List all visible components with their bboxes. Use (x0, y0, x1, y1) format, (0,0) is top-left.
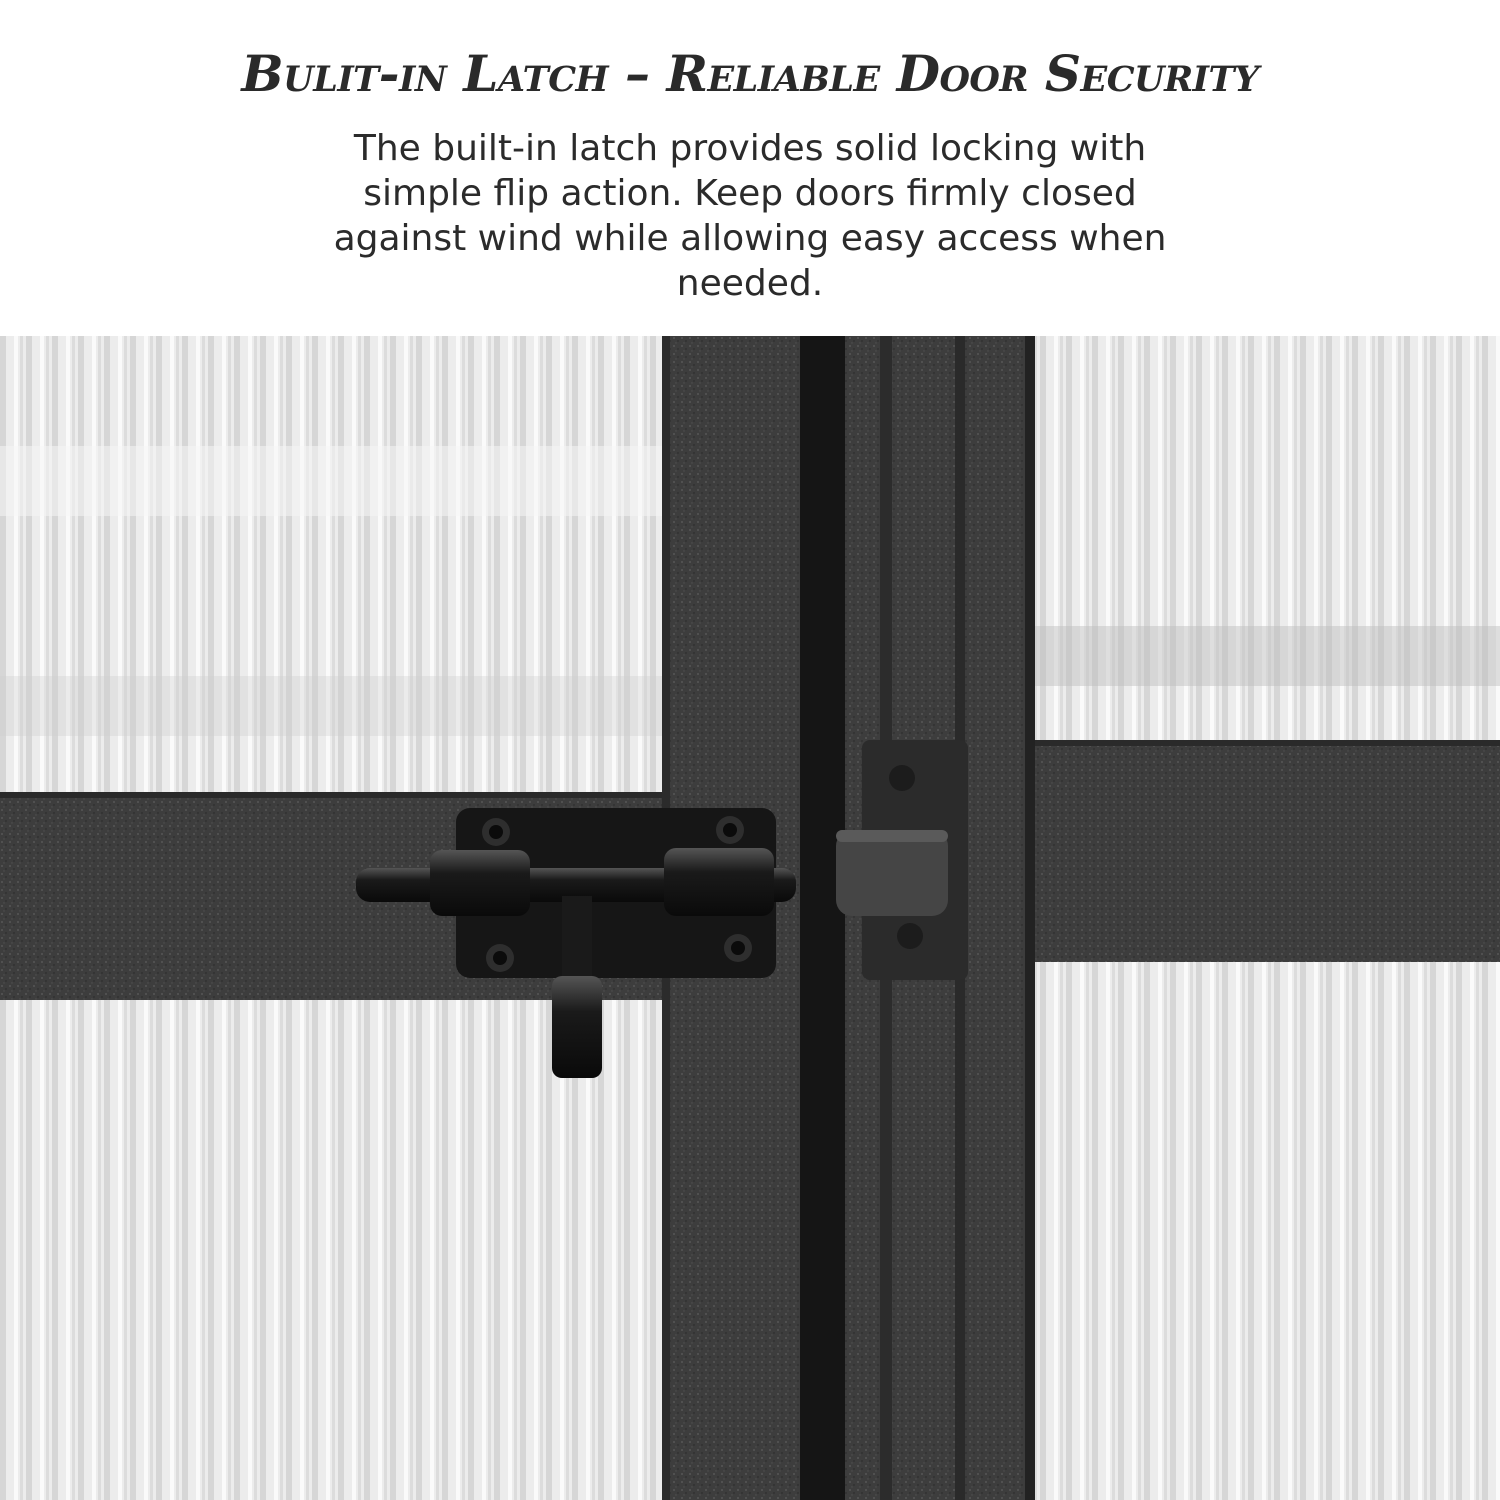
description-text: The built-in latch provides solid locking with simple flip action. Keep doors firmly closed against wind while allowing easy access when needed. (333, 128, 1167, 304)
door-gap (800, 336, 845, 1500)
right-crossbar (965, 740, 1500, 962)
header-section (0, 0, 1500, 336)
door-latch-photo (0, 336, 1500, 1500)
page-title: Bulit-in Latch – Reliable Door Security (241, 44, 1259, 103)
